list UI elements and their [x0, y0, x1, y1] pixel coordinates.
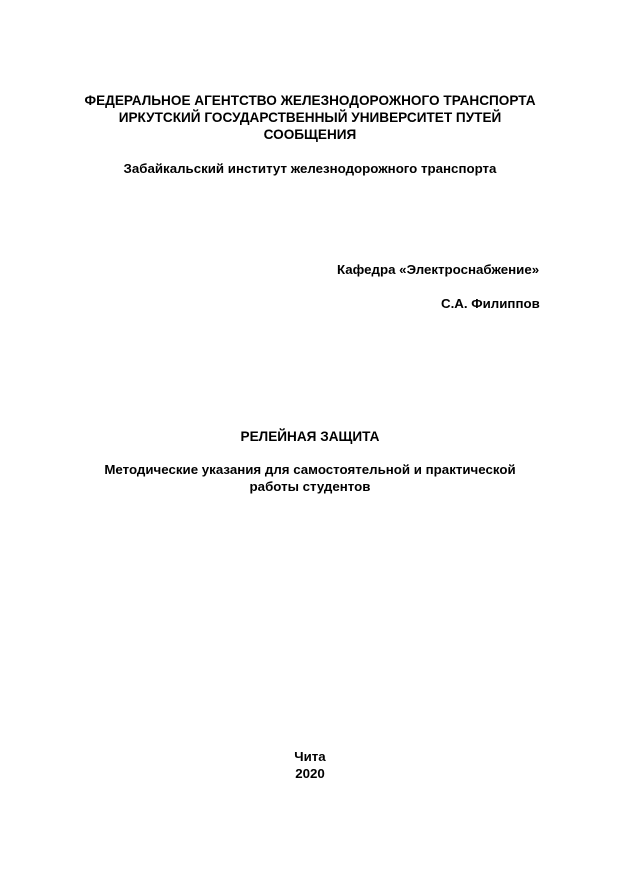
agency-line-1: ФЕДЕРАЛЬНОЕ АГЕНТСТВО ЖЕЛЕЗНОДОРОЖНОГО ТРАНСПОРТА	[84, 93, 536, 108]
subtitle-line-1: Методические указания для самостоятельной и практической	[104, 462, 516, 477]
publication-footer	[0, 748, 620, 782]
department-name: Кафедра «Электроснабжение»	[337, 262, 540, 277]
document-title	[0, 428, 620, 445]
document-subtitle	[0, 461, 620, 495]
publication-year: 2020	[295, 766, 325, 781]
institute-name	[0, 160, 620, 177]
agency-header	[0, 92, 620, 143]
subtitle-line-2: работы студентов	[249, 479, 371, 494]
author-name: С.А. Филиппов	[441, 296, 540, 311]
document-title-text: РЕЛЕЙНАЯ ЗАЩИТА	[240, 429, 380, 444]
agency-line-3: СООБЩЕНИЯ	[263, 127, 357, 142]
publication-city: Чита	[294, 749, 326, 764]
institute-line: Забайкальский институт железнодорожного транспорта	[123, 161, 497, 176]
agency-line-2: ИРКУТСКИЙ ГОСУДАРСТВЕННЫЙ УНИВЕРСИТЕТ ПУТЕЙ	[118, 110, 502, 125]
